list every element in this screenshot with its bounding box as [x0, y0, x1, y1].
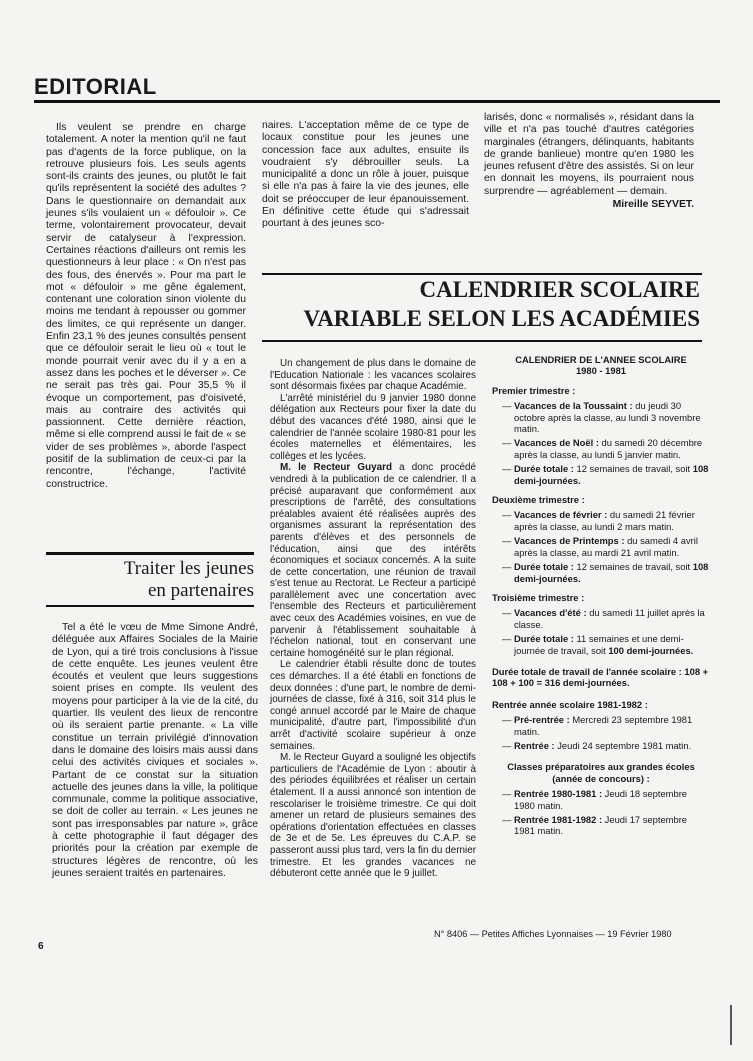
calendrier-rule-bottom	[262, 340, 702, 342]
t1-item-noel-text: du samedi 20 décembre après la classe, au lundi 5 janvier matin.	[514, 437, 703, 460]
prep-heading: Classes préparatoires aux grandes écoles (année de concours) :	[507, 761, 695, 784]
prep-item-1981	[514, 814, 710, 837]
t3-item-total-text: 11 semaines et une demi-journée de travail, soit	[514, 633, 684, 656]
page-number: 6	[38, 941, 44, 952]
prep-item-1980-label: Rentrée 1980-1981 :	[514, 788, 603, 800]
calendrier-p4: Le calendrier établi résulte donc de toutes ces démarches. Il a été établi en fonctions de deux données : d'une part, le nombre de demi-journées de classe, fixé à 316, soit 314 plus le congé annuel accordé par le Maire de chaque municipalité, d'autre part, l'impossibilité d'un arrêt d'activité scolaire supérieur à onze semaines.	[270, 659, 476, 752]
t3-item-ete-text: du samedi 11 juillet après la classe.	[514, 607, 705, 630]
t3-heading: Troisième trimestre :	[492, 591, 585, 603]
t3-item-ete-label: Vacances d'été :	[514, 607, 587, 619]
t2-item-printemps	[514, 535, 710, 558]
prep-item-1980	[514, 788, 710, 811]
t2-item-total-text: 12 semaines de travail, soit	[573, 561, 693, 573]
rentree-item	[514, 740, 710, 751]
signature: Mireille SEYVET.	[612, 199, 694, 211]
rentree-item-pre-label: Pré-rentrée :	[514, 714, 570, 726]
prep-item-1980-text: Jeudi 18 septembre 1980 matin.	[514, 788, 688, 811]
traiter-title-line2: en partenaires	[147, 580, 254, 601]
traiter-rule-top	[46, 552, 254, 555]
t1-item-total-text: 12 semaines de travail, soit	[573, 463, 693, 475]
prep-item-1981-label: Rentrée 1981-1982 :	[514, 814, 603, 825]
annee-column	[492, 354, 710, 840]
t1-item-noel	[514, 437, 710, 460]
prep-item-1981-text: Jeudi 17 septembre 1981 matin.	[514, 814, 688, 837]
calendrier-body	[270, 358, 476, 880]
traiter-rule-bottom	[46, 605, 254, 607]
total-line: Durée totale de travail de l'année scolaire : 108 + 108 + 100 = 316 demi-journées.	[492, 665, 709, 689]
t1-item-noel-label: Vacances de Noël :	[514, 437, 599, 449]
editorial-column-1	[46, 122, 246, 491]
t1-heading: Premier trimestre :	[492, 384, 576, 396]
t2-item-total-label: Durée totale :	[514, 561, 574, 573]
rentree-item-pre	[514, 714, 710, 737]
t1-item-toussaint	[514, 400, 710, 434]
margin-mark	[730, 1005, 732, 1045]
calendrier-p3	[270, 462, 476, 659]
header-rule	[34, 100, 720, 103]
t1-item-total-label: Durée totale :	[514, 463, 574, 475]
rentree-item-pre-text: Mercredi 23 septembre 1981 matin.	[514, 714, 693, 737]
calendrier-title-line1: CALENDRIER SCOLAIRE	[419, 277, 700, 302]
annee-years: 1980 - 1981	[575, 365, 627, 377]
t1-item-toussaint-text: du jeudi 30 octobre après la classe, au lundi 3 novembre matin.	[514, 400, 701, 435]
t2-item-printemps-text: du samedi 4 avril après la classe, au mardi 21 avril matin.	[514, 535, 698, 558]
t3-item-total-label: Durée totale :	[514, 633, 574, 645]
t3-item-total	[514, 633, 710, 656]
editorial-col3-text: larisés, donc « normalisés », résidant dans la ville et n'a pas touché d'autres catégories marginales (étrangers, délinquants, habitants de grande banlieue) montre qu'en 1980 les jeunes refusent d'être des assistés. Si on leur en donnait les moyens, ils pourraient nous surprendre — agréablement — demain.	[484, 112, 694, 197]
calendrier-p3-text: a donc procédé vendredi à la publication de ce calendrier. Il a précisé auparavant que conformément aux prescriptions de l'arrêté, des consultations préalables avaient été réalisées auprès des organismes assurant la représentation des parents d'élèves et des personnels de l'éducation, ainsi que des intérêts économiques et sociaux concernés. A la suite de cette concertation, une réunion de travail s'est tenue au Rectorat. Le Recteur a participé parallèlement avec une concertation avec l'ensemble des Recteurs et particulièrement avec ceux des Académies voisines, en vue de parvenir à l'établissement souhaitable à l'échelon national, tout en conservant une certaine homogénéité sur le plan régional.	[270, 462, 477, 659]
rentree-item-text: Jeudi 24 septembre 1981 matin.	[554, 739, 692, 751]
annee-title: CALENDRIER DE L'ANNEE SCOLAIRE	[515, 354, 687, 365]
calendrier-p3-bold: M. le Recteur Guyard	[280, 462, 392, 474]
t3-item-ete	[514, 607, 710, 630]
editorial-column-3	[484, 112, 694, 211]
editorial-col1-text: Ils veulent se prendre en charge totalement. A noter la mention qu'il ne faut pas d'agents de la force publique, on la retrouve plusieurs fois. Les seuls agents sont-ils craints des jeunes, ou plutôt le fait qu'ils représentent la société des adultes ? Dans le questionnaire on demandait aux jeunes s'ils voulaient un « défouloir ». Ce terme, volontairement provocateur, devait servir de catalyseur à l'expression. Certaines réactions d'ailleurs ont remis les questionneurs à leur place : « On n'est pas des fous, des énervés ». Pour ma part le mot « défouloir » me gêne également, contenant une coloration sinon violente du moins me tendant à repousser ou gommer des limites, ce qui représente un danger. Enfin 23,1 % des jeunes consultés pensent que ce défouloir serait le lieu où « tout le monde pourrait venir avec du il y a en a assez dans les poches et le déverser ». Ce ne serait pas très gai. Pour 35,5 % il évoque un comportement, pas d'oisiveté, mais au contraire des activités qui passionnent. Cette dernière réaction, même si elle comprend aussi le fait de « se vider de ses problèmes », aborde l'aspect positif de la sublimation de ceux-ci par la rencontre, l'échange, l'activité constructrice.	[46, 122, 246, 490]
t2-item-total-value: 108 demi-journées.	[514, 561, 709, 584]
t2-item-printemps-label: Vacances de Printemps :	[514, 535, 625, 547]
editorial-column-2	[262, 120, 469, 231]
section-title: EDITORIAL	[34, 74, 157, 99]
traiter-body	[52, 622, 258, 880]
t1-item-total-value: 108 demi-journées.	[514, 463, 709, 486]
t2-item-fevrier	[514, 509, 710, 532]
t2-item-total	[514, 561, 710, 584]
t1-item-total	[514, 463, 710, 486]
t2-item-fevrier-label: Vacances de février :	[514, 509, 608, 521]
t3-item-total-value: 100 demi-journées.	[608, 644, 694, 656]
rentree-heading: Rentrée année scolaire 1981-1982 :	[492, 698, 648, 710]
traiter-title-line1: Traiter les jeunes	[123, 558, 254, 579]
calendrier-p5: M. le Recteur Guyard a souligné les objectifs particuliers de l'Académie de Lyon : aboutir à des périodes équilibrées et réaliser un certain étalement. Il a aussi annoncé son intention de rescolariser le troisième trimestre. Ce qui doit amener un retard de plusieurs semaines des opérations d'orientation effectuées en classes de 3e et de 5e. Les épreuves du C.A.P. se passeront aussi plus tard, vers la fin du dernier trimestre. Et les grandes vacances ne débuteront cette année que le 9 juillet.	[270, 752, 476, 880]
calendrier-p2: L'arrêté ministériel du 9 janvier 1980 donne délégation aux Recteurs pour fixer la date du début des vacances d'été 1980, ainsi que le calendrier de l'année scolaire 1980-81 pour les écoles maternelles et élémentaires, les collèges et les lycées.	[270, 392, 476, 462]
traiter-text: Tel a été le vœu de Mme Simone André, déléguée aux Affaires Sociales de la Mairie de Lyon, qui a tiré trois conclusions à l'issue de cette enquête. Les jeunes veulent être écoutés et veulent que leurs suggestions soient prises en compte. Ils veulent des moyens pour participer à la vie de la cité, du quartier. Ils veulent des lieux de rencontre où ils seraient partie prenante. « La ville constitue un terrain privilégié d'innovation dans le domaine des loisirs mais aussi dans celui des activités civiques et sociales ». Partant de ce constat sur la situation actuelle des jeunes dans la ville, la politique communale, comme la politique associative, se doit de coller au terrain. « Les jeunes ne sont pas irresponsables par nature », grâce à cette photographie il faut dégager des priorités pour la création par exemple de structures légères de rencontre, où les jeunes seraient traités en partenaires.	[52, 622, 258, 879]
t1-item-toussaint-label: Vacances de la Toussaint :	[514, 400, 633, 412]
t2-heading: Deuxième trimestre :	[492, 494, 585, 506]
calendrier-title-line2: VARIABLE SELON LES ACADÉMIES	[303, 306, 700, 331]
t2-item-fevrier-text: du samedi 21 février après la classe, au lundi 2 mars matin.	[514, 509, 695, 532]
calendrier-p1: Un changement de plus dans le domaine de l'Education Nationale : les vacances scolaires sont désormais fixées par chaque Académie.	[270, 358, 476, 393]
calendrier-rule-top	[262, 273, 702, 275]
editorial-col2-text: naires. L'acceptation même de ce type de locaux constitue pour les jeunes une concession face aux adultes, ensuite ils voudraient s'y débrouiller seuls. La municipalité a donc un rôle à jouer, puisque si elle n'a pas à faire la vie des jeunes, elle doit se préoccuper de leur épanouissement. En définitive cette étude qui s'adressait pourtant à des jeunes sco-	[262, 120, 469, 230]
issue-line: N° 8406 — Petites Affiches Lyonnaises — 19 Février 1980	[434, 929, 672, 939]
rentree-item-label: Rentrée :	[514, 739, 555, 751]
